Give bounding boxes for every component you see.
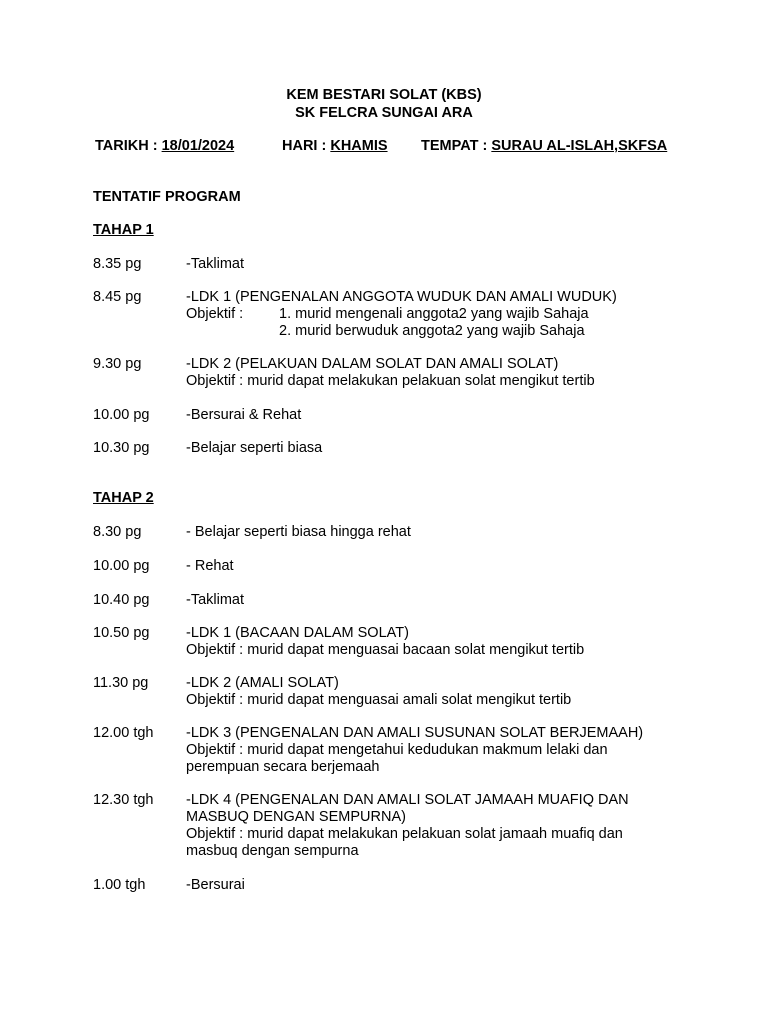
hari-field bbox=[282, 138, 388, 154]
objective: Objektif : murid dapat melakukan pelakuan solat mengikut tertib bbox=[186, 373, 595, 389]
item-time: 8.30 pg bbox=[93, 524, 142, 540]
item-time: 10.00 pg bbox=[93, 407, 150, 423]
item-desc: - Belajar seperti biasa hingga rehat bbox=[186, 524, 411, 540]
tempat-label: TEMPAT : bbox=[421, 138, 492, 154]
objective: Objektif : murid dapat menguasai bacaan solat mengikut tertib bbox=[186, 642, 585, 658]
objective-label: Objektif : bbox=[186, 306, 244, 322]
item-time: 10.50 pg bbox=[93, 625, 150, 641]
item-time: 12.00 tgh bbox=[93, 725, 154, 741]
item-desc: -LDK 3 (PENGENALAN DAN AMALI SUSUNAN SOLAT BERJEMAAH) bbox=[186, 725, 644, 741]
item-time: 8.45 pg bbox=[93, 289, 142, 305]
hari-value: KHAMIS bbox=[330, 138, 388, 154]
tahap1-heading: TAHAP 1 bbox=[93, 222, 154, 238]
objective-2: 2. murid berwuduk anggota2 yang wajib Sahaja bbox=[279, 323, 585, 339]
hari-label: HARI : bbox=[282, 138, 331, 154]
objective: Objektif : murid dapat menguasai amali solat mengikut tertib bbox=[186, 692, 572, 708]
objective: Objektif : murid dapat melakukan pelakuan solat jamaah muafiq dan bbox=[186, 826, 623, 842]
school-name: SK FELCRA SUNGAI ARA bbox=[295, 105, 473, 121]
item-desc: -LDK 1 (PENGENALAN ANGGOTA WUDUK DAN AMALI WUDUK) bbox=[186, 289, 617, 305]
item-time: 9.30 pg bbox=[93, 356, 142, 372]
item-desc: -LDK 4 (PENGENALAN DAN AMALI SOLAT JAMAAH MUAFIQ DAN bbox=[186, 792, 629, 808]
item-time: 10.40 pg bbox=[93, 592, 150, 608]
item-time: 10.00 pg bbox=[93, 558, 150, 574]
item-desc: - Rehat bbox=[186, 558, 234, 574]
item-time: 12.30 tgh bbox=[93, 792, 154, 808]
objective-1: 1. murid mengenali anggota2 yang wajib Sahaja bbox=[279, 306, 589, 322]
tarikh-field bbox=[95, 138, 234, 154]
tempat-field bbox=[421, 138, 667, 154]
item-time: 10.30 pg bbox=[93, 440, 150, 456]
item-time: 8.35 pg bbox=[93, 256, 142, 272]
item-desc: -Belajar seperti biasa bbox=[186, 440, 323, 456]
item-desc: -LDK 2 (PELAKUAN DALAM SOLAT DAN AMALI SOLAT) bbox=[186, 356, 559, 372]
objective-continued: masbuq dengan sempurna bbox=[186, 843, 359, 859]
tarikh-label: TARIKH : bbox=[95, 138, 162, 154]
item-desc-continued: MASBUQ DENGAN SEMPURNA) bbox=[186, 809, 406, 825]
objective: Objektif : murid dapat mengetahui kedudukan makmum lelaki dan bbox=[186, 742, 608, 758]
item-desc: -Bersurai & Rehat bbox=[186, 407, 302, 423]
item-time: 11.30 pg bbox=[93, 675, 149, 691]
program-heading: TENTATIF PROGRAM bbox=[93, 189, 241, 205]
item-desc: -Taklimat bbox=[186, 256, 245, 272]
tahap2-heading: TAHAP 2 bbox=[93, 490, 154, 506]
item-desc: -Bersurai bbox=[186, 877, 245, 893]
tarikh-value: 18/01/2024 bbox=[161, 138, 235, 154]
tempat-value: SURAU AL-ISLAH,SKFSA bbox=[491, 138, 668, 154]
item-desc: -LDK 1 (BACAAN DALAM SOLAT) bbox=[186, 625, 409, 641]
item-time: 1.00 tgh bbox=[93, 877, 146, 893]
objective-continued: perempuan secara berjemaah bbox=[186, 759, 380, 775]
document-title: KEM BESTARI SOLAT (KBS) bbox=[286, 87, 482, 103]
item-desc: -LDK 2 (AMALI SOLAT) bbox=[186, 675, 339, 691]
item-desc: -Taklimat bbox=[186, 592, 245, 608]
